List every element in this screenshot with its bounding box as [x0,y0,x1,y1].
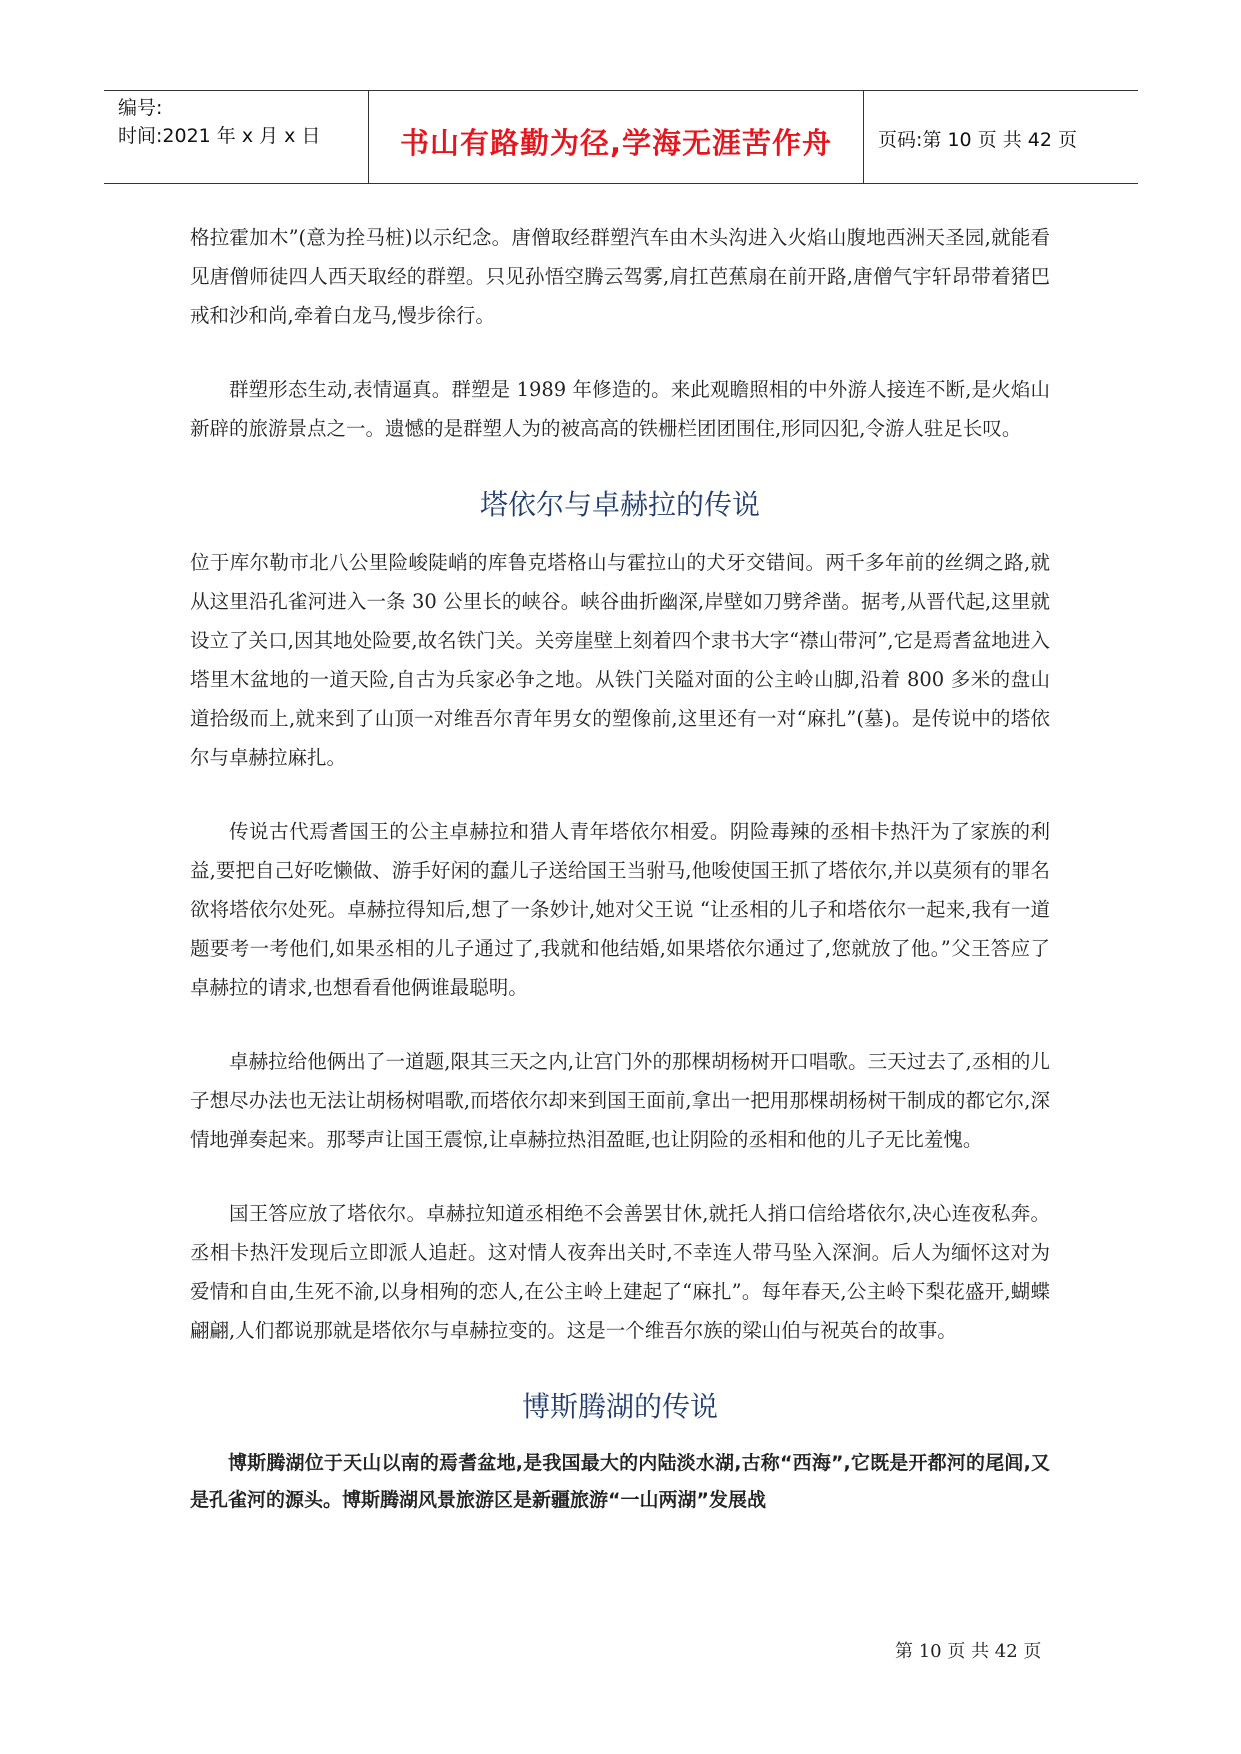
paragraph: 传说古代焉耆国王的公主卓赫拉和猎人青年塔依尔相爱。阴险毒辣的丞相卡热汗为了家族的利益,要把自己好吃懒做、游手好闲的蠢儿子送给国王当驸马,他唆使国王抓了塔依尔,并以莫须有的罪名欲将塔依尔处死。卓赫拉得知后,想了一条妙计,她对父王说 “让丞相的儿子和塔依尔一起来,我有一道题要考一考他们,如果丞相的儿子通过了,我就和他结婚,如果塔依尔通过了,您就放了他。”父王答应了卓赫拉的请求,也想看看他俩谁最聪明。 [190,820,1050,999]
document-time: 时间:2021 年 x 月 x 日 [118,125,321,147]
header-motto: 书山有路勤为径,学海无涯苦作舟 [399,126,833,160]
page-header [104,90,1138,184]
paragraph: 位于库尔勒市北八公里险峻陡峭的库鲁克塔格山与霍拉山的犬牙交错间。两千多年前的丝绸之路,就从这里沿孔雀河进入一条 30 公里长的峡谷。峡谷曲折幽深,岸壁如刀劈斧凿。据考,从晋代起,这里就设立了关口,因其地处险要,故名铁门关。关旁崖壁上刻着四个隶书大字“襟山带河”,它是焉耆盆地进入塔里木盆地的一道天险,自古为兵家必争之地。从铁门关隘对面的公主岭山脚,沿着 800 多米的盘山道拾级而上,就来到了山顶一对维吾尔青年男女的塑像前,这里还有一对“麻扎”(墓)。是传说中的塔依尔与卓赫拉麻扎。 [190,551,1050,769]
paragraph: 博斯腾湖位于天山以南的焉耆盆地,是我国最大的内陆淡水湖,古称“西海”,它既是开都河的尾闾,又是孔雀河的源头。博斯腾湖风景旅游区是新疆旅游“一山两湖”发展战 [190,1452,1050,1511]
header-page-cell [864,91,1138,183]
section-heading: 博斯腾湖的传说 [521,1390,718,1423]
paragraph: 格拉霍加木”(意为拴马桩)以示纪念。唐僧取经群塑汽车由木头沟进入火焰山腹地西洲天圣园,就能看见唐僧师徒四人西天取经的群塑。只见孙悟空腾云驾雾,肩扛芭蕉扇在前开路,唐僧气宇轩昂带着猪巴戒和沙和尚,牵着白龙马,慢步徐行。 [190,226,1050,327]
paragraph: 卓赫拉给他俩出了一道题,限其三天之内,让宫门外的那棵胡杨树开口唱歌。三天过去了,丞相的儿子想尽办法也无法让胡杨树唱歌,而塔依尔却来到国王面前,拿出一把用那棵胡杨树干制成的都它尔,深情地弹奏起来。那琴声让国王震惊,让卓赫拉热泪盈眶,也让阴险的丞相和他的儿子无比羞愧。 [190,1050,1050,1151]
header-meta-cell [104,91,368,183]
header-page-code: 页码:第 10 页 共 42 页 [878,129,1077,151]
paragraph: 群塑形态生动,表情逼真。群塑是 1989 年修造的。来此观瞻照相的中外游人接连不断,是火焰山新辟的旅游景点之一。遗憾的是群塑人为的被高高的铁栅栏团团围住,形同囚犯,令游人驻足长叹。 [190,378,1050,440]
section-heading: 塔依尔与卓赫拉的传说 [479,488,760,521]
document-body [190,218,1050,1554]
page-footer: 第 10 页 共 42 页 [895,1641,1042,1662]
header-motto-cell [368,91,864,183]
document-number-label: 编号: [118,97,163,119]
paragraph: 国王答应放了塔依尔。卓赫拉知道丞相绝不会善罢甘休,就托人捎口信给塔依尔,决心连夜私奔。丞相卡热汗发现后立即派人追赶。这对情人夜奔出关时,不幸连人带马坠入深涧。后人为缅怀这对为爱情和自由,生死不渝,以身相殉的恋人,在公主岭上建起了“麻扎”。每年春天,公主岭下梨花盛开,蝴蝶翩翩,人们都说那就是塔依尔与卓赫拉变的。这是一个维吾尔族的梁山伯与祝英台的故事。 [190,1202,1050,1342]
